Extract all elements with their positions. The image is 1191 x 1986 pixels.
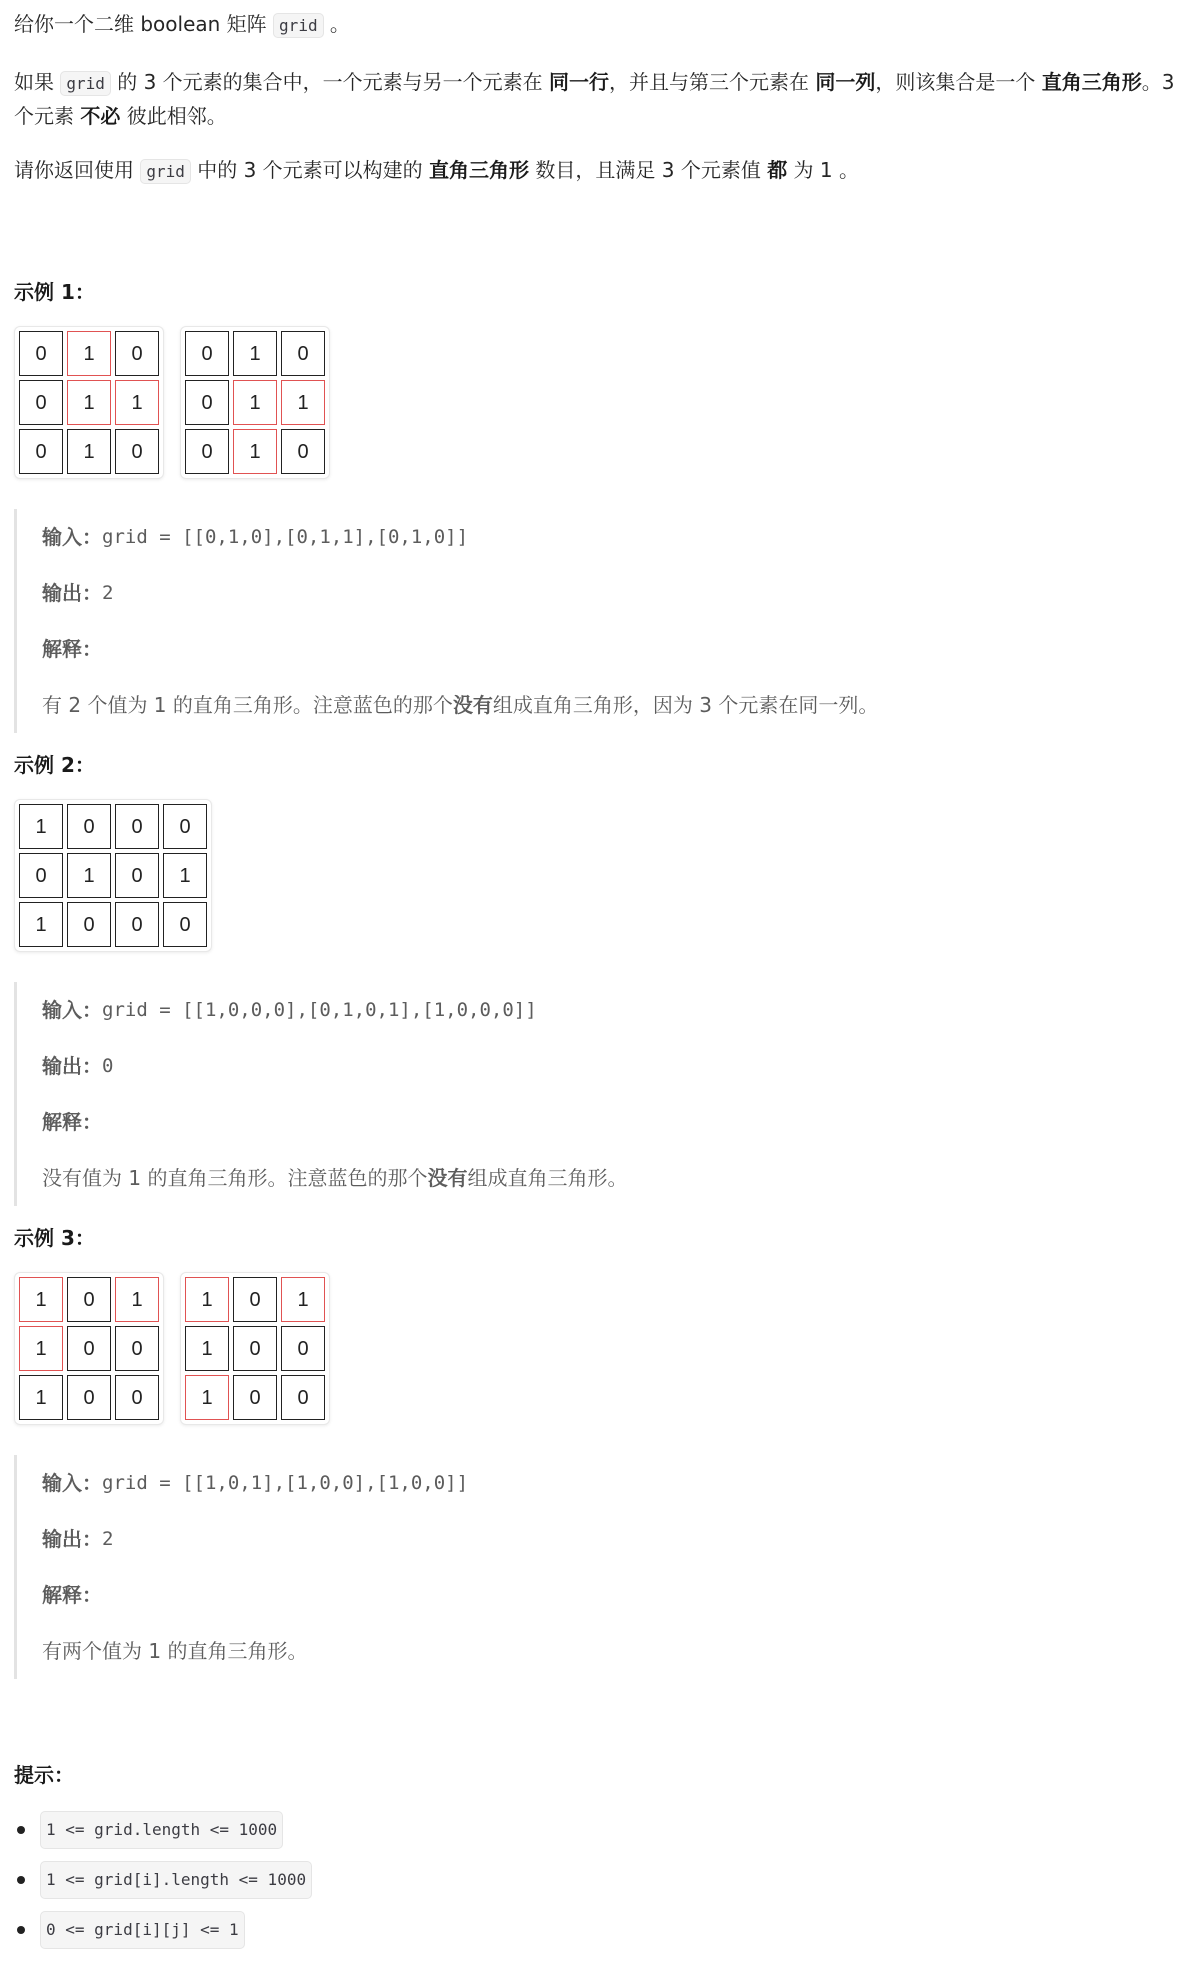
matrix-image (180, 1272, 330, 1425)
matrix-image (14, 799, 212, 952)
input-label: 输入： (42, 525, 102, 549)
matrix-cell: 0 (281, 1326, 325, 1371)
bold-text: 都 (767, 158, 788, 182)
constraints-title: 提示： (14, 1763, 74, 1787)
constraint-item (14, 1805, 1177, 1855)
inline-code: grid (140, 159, 191, 184)
text: 中的 3 个元素可以构建的 (190, 158, 430, 182)
matrix-cell: 0 (19, 853, 63, 898)
text: 请你返回使用 (14, 158, 141, 182)
input-line (42, 982, 1177, 1038)
matrix-cell: 0 (115, 853, 159, 898)
matrix-cell: 0 (67, 902, 111, 947)
output-line (42, 565, 1177, 621)
text: ，则该集合是一个 (875, 70, 1042, 94)
output-value: 2 (102, 582, 114, 604)
example-title: 示例 1： (14, 280, 95, 304)
text: 。3 个元素 (14, 70, 1175, 128)
explain-label: 解释： (42, 1583, 102, 1607)
explain-line (42, 1094, 1177, 1150)
bold-text: 直角三角形 (1041, 70, 1142, 94)
matrix-image (14, 1272, 164, 1425)
matrix-cell: 0 (19, 331, 63, 376)
matrix-cell: 1 (19, 1326, 63, 1371)
input-label: 输入： (42, 1471, 102, 1495)
matrix-cell: 0 (281, 331, 325, 376)
constraint-item (14, 1905, 1177, 1955)
text: 有两个值为 1 的直角三角形。 (42, 1639, 308, 1663)
bold-text: 直角三角形 (429, 158, 530, 182)
matrix-cell: 1 (19, 1277, 63, 1322)
example-grids (14, 326, 1177, 479)
matrix-cell: 1 (67, 853, 111, 898)
matrix-cell: 0 (163, 902, 207, 947)
bold-text: 不必 (80, 104, 121, 128)
example-1 (14, 276, 1177, 733)
matrix-cell: 0 (115, 1326, 159, 1371)
example-3 (14, 1222, 1177, 1679)
explain-label: 解释： (42, 637, 102, 661)
example-block (14, 509, 1177, 733)
text: 数目，且满足 3 个元素值 (529, 158, 768, 182)
matrix-cell: 0 (67, 1375, 111, 1420)
matrix-cell: 0 (185, 331, 229, 376)
matrix-cell: 0 (185, 380, 229, 425)
matrix-cell: 1 (19, 902, 63, 947)
text: 彼此相邻。 (120, 104, 227, 128)
input-line (42, 1455, 1177, 1511)
matrix-cell: 0 (163, 804, 207, 849)
matrix-image (180, 326, 330, 479)
matrix-cell: 1 (185, 1326, 229, 1371)
matrix-cell: 0 (67, 1277, 111, 1322)
text: 的 3 个元素的集合中，一个元素与另一个元素在 (110, 70, 550, 94)
example-grids (14, 1272, 1177, 1425)
bold-text: 同一行 (549, 70, 610, 94)
constraint-item (14, 1855, 1177, 1905)
text: 组成直角三角形。 (467, 1166, 628, 1190)
bold-text: 没有 (452, 693, 493, 717)
inline-code: grid (273, 13, 324, 38)
explain-label: 解释： (42, 1110, 102, 1134)
matrix-cell: 1 (281, 1277, 325, 1322)
example-block (14, 1455, 1177, 1679)
matrix-cell: 0 (67, 804, 111, 849)
matrix-cell: 0 (115, 902, 159, 947)
matrix-cell: 1 (115, 380, 159, 425)
inline-code: 1 <= grid[i].length <= 1000 (40, 1861, 312, 1899)
matrix-cell: 1 (115, 1277, 159, 1322)
text: 如果 (14, 70, 61, 94)
input-value: grid = [[0,1,0],[0,1,1],[0,1,0]] (102, 526, 469, 548)
text: 为 1 。 (787, 158, 859, 182)
matrix-cell: 1 (67, 429, 111, 474)
example-grids (14, 799, 1177, 952)
inline-code: grid (60, 71, 111, 96)
matrix-cell: 1 (281, 380, 325, 425)
matrix-cell: 0 (233, 1277, 277, 1322)
explain-text (42, 1623, 1177, 1679)
matrix-image (14, 326, 164, 479)
text: ，并且与第三个元素在 (609, 70, 816, 94)
matrix-cell: 0 (115, 429, 159, 474)
matrix-cell: 0 (115, 1375, 159, 1420)
matrix-cell: 1 (67, 380, 111, 425)
text: 有 2 个值为 1 的直角三角形。注意蓝色的那个 (42, 693, 453, 717)
example-title: 示例 2： (14, 753, 95, 777)
output-line (42, 1038, 1177, 1094)
text: 组成直角三角形，因为 3 个元素在同一列。 (492, 693, 879, 717)
matrix-grid (19, 1277, 159, 1420)
output-value: 0 (102, 1055, 114, 1077)
inline-code: 1 <= grid.length <= 1000 (40, 1811, 283, 1849)
matrix-cell: 1 (163, 853, 207, 898)
matrix-cell: 0 (281, 429, 325, 474)
constraints-list (14, 1805, 1177, 1955)
matrix-cell: 1 (233, 429, 277, 474)
input-label: 输入： (42, 998, 102, 1022)
explain-text (42, 677, 1177, 733)
bold-text: 同一列 (815, 70, 876, 94)
example-2 (14, 749, 1177, 1206)
text: 。 (323, 12, 350, 36)
matrix-cell: 0 (115, 804, 159, 849)
constraints-section (14, 1759, 1177, 1955)
intro-paragraph-1 (14, 8, 1177, 42)
matrix-cell: 0 (19, 380, 63, 425)
matrix-cell: 1 (233, 380, 277, 425)
output-value: 2 (102, 1528, 114, 1550)
matrix-cell: 0 (281, 1375, 325, 1420)
matrix-cell: 0 (233, 1326, 277, 1371)
output-label: 输出： (42, 1527, 102, 1551)
example-block (14, 982, 1177, 1206)
text: 给你一个二维 boolean 矩阵 (14, 12, 274, 36)
matrix-grid (19, 331, 159, 474)
output-line (42, 1511, 1177, 1567)
matrix-cell: 0 (115, 331, 159, 376)
intro-paragraph-2 (14, 66, 1177, 132)
output-label: 输出： (42, 1054, 102, 1078)
matrix-cell: 0 (233, 1375, 277, 1420)
output-label: 输出： (42, 581, 102, 605)
example-title: 示例 3： (14, 1226, 95, 1250)
text: 没有值为 1 的直角三角形。注意蓝色的那个 (42, 1166, 428, 1190)
inline-code: 0 <= grid[i][j] <= 1 (40, 1911, 245, 1949)
matrix-cell: 1 (185, 1375, 229, 1420)
matrix-grid (19, 804, 207, 947)
input-line (42, 509, 1177, 565)
matrix-grid (185, 331, 325, 474)
matrix-cell: 1 (67, 331, 111, 376)
matrix-cell: 0 (185, 429, 229, 474)
matrix-cell: 0 (19, 429, 63, 474)
matrix-grid (185, 1277, 325, 1420)
intro-paragraph-3 (14, 154, 1177, 188)
explain-line (42, 621, 1177, 677)
explain-line (42, 1567, 1177, 1623)
input-value: grid = [[1,0,0,0],[0,1,0,1],[1,0,0,0]] (102, 999, 537, 1021)
bold-text: 没有 (427, 1166, 468, 1190)
matrix-cell: 1 (19, 1375, 63, 1420)
input-value: grid = [[1,0,1],[1,0,0],[1,0,0]] (102, 1472, 469, 1494)
explain-text (42, 1150, 1177, 1206)
matrix-cell: 0 (67, 1326, 111, 1371)
matrix-cell: 1 (185, 1277, 229, 1322)
matrix-cell: 1 (233, 331, 277, 376)
matrix-cell: 1 (19, 804, 63, 849)
